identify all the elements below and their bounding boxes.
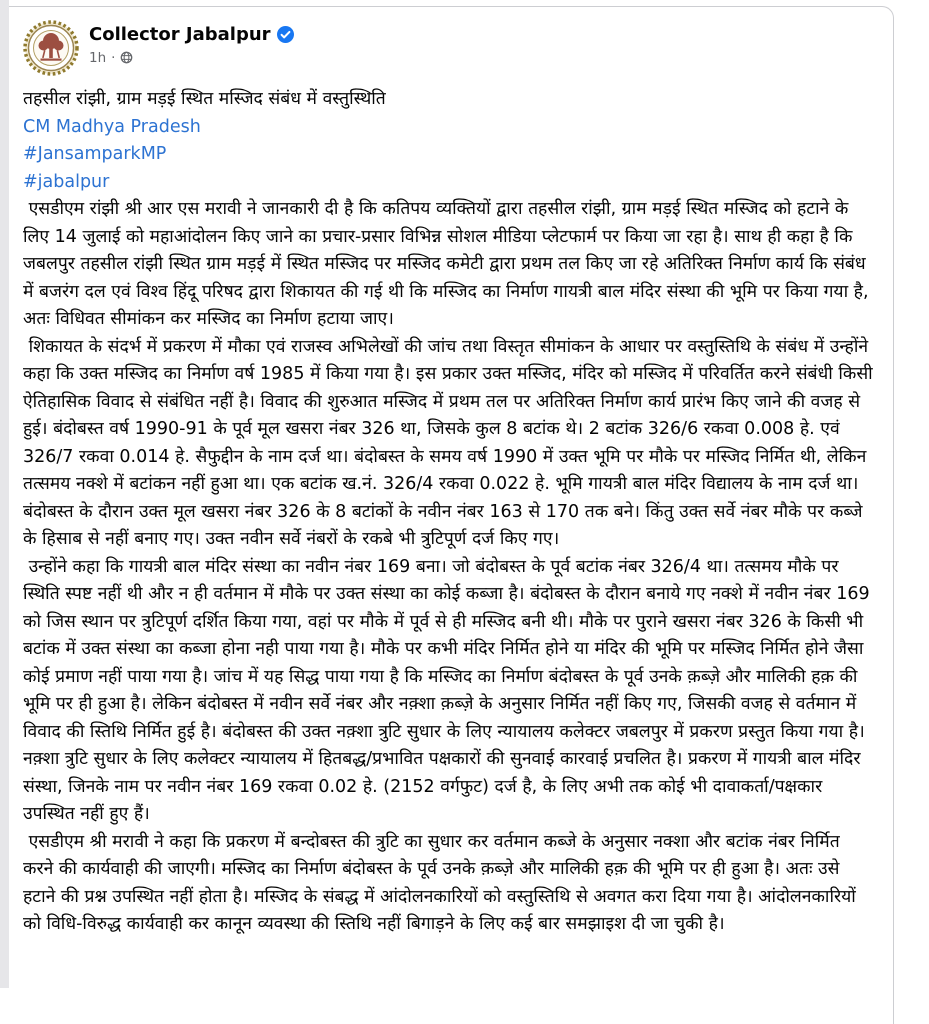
post-meta[interactable] — [89, 50, 294, 66]
hashtag-link-jansamparkmp[interactable]: #JansamparkMP — [23, 144, 167, 164]
page-left-gutter — [0, 0, 9, 988]
post-header-text — [89, 20, 294, 66]
post-paragraph: एसडीएम रांझी श्री आर एस मरावी ने जानकारी दी है कि कतिपय व्यक्तियों द्वारा तहसील रांझी, ग्राम मड़ई स्थित मस्जिद को हटाने के लिए 14 जुलाई को महाआंदोलन किए जाने का प्रचार-प्रसार विभिन्न सोशल मीडिया प्लेटफार्म पर किया जा रहा है। साथ ही कहा है कि जबलपुर तहसील रांझी स्थित ग्राम मड़ई में स्थित मस्जिद पर मस्जिद कमेटी द्वारा प्रथम तल किए जा रहे अतिरिक्त निर्माण कार्य कि संबंध में बजरंग दल एवं विश्व हिंदू परिषद द्वारा शिकायत की गई थी कि मस्जिद का निर्माण गायत्री बाल मंदिर संस्था की भूमि पर किया गया है, अतः विधिवत सीमांकन कर मस्जिद का निर्माण हटाया जाए। — [23, 199, 875, 329]
post-paragraph: उन्होंने कहा कि गायत्री बाल मंदिर संस्था का नवीन नंबर 169 बना। जो बंदोबस्त के पूर्व बटांक नंबर 326/4 था। तत्समय मौके पर स्थिति स्पष्ट नहीं थी और न ही वर्तमान में मौके पर उक्त संस्था का कोई कब्जा है। बंदोबस्त के दौरान बनाये गए नक्शे में नवीन नंबर 169 को जिस स्थान पर त्रुटिपूर्ण दर्शित किया गया, वहां पर मौके में पूर्व से ही मस्जिद बनी थी। मौके पर पुराने खसरा नंबर 326 के किसी भी बटांक में उक्त संस्था का कब्जा होना नही पाया गया है। मौके पर कभी मंदिर निर्मित होने या मंदिर की भूमि पर मस्जिद निर्मित होने जैसा कोई प्रमाण नहीं पाया गया है। जांच में यह सिद्ध पाया गया है कि मस्जिद का निर्माण बंदोबस्त के पूर्व उनके क़ब्ज़े और मालिकी हक़ की भूमि पर ही हुआ है। लेकिन बंदोबस्त में नवीन सर्वे नंबर और नक़्शा क़ब्ज़े के अनुसार निर्मित नहीं किए गए, जिसकी वजह से वर्तमान में विवाद की स्तिथि निर्मित हुई है। बंदोबस्त की उक्त नक़्शा त्रुटि सुधार के लिए न्यायालय कलेक्टर जबलपुर में प्रकरण प्रस्तुत किया गया है। नक़्शा त्रुटि सुधार के लिए कलेक्टर न्यायालय में हितबद्ध/प्रभावित पक्षकारों की सुनवाई कारवाई प्रचलित है। प्रकरण में गायत्री बाल मंदिर संस्था, जिनके नाम पर नवीन नंबर 169 रकवा 0.02 हे. (2152 वर्गफुट) दर्ज है, के लिए अभी तक कोई भी दावाकर्ता/पक्षकार उपस्थित नहीं हुए हैं। — [23, 556, 876, 824]
globe-icon — [120, 51, 133, 64]
avatar[interactable] — [23, 20, 79, 76]
post-card — [9, 6, 894, 1024]
post-header — [9, 7, 893, 78]
post-body — [9, 78, 893, 953]
timestamp[interactable]: 1h — [89, 49, 107, 66]
verified-badge-icon — [277, 26, 294, 43]
post-title-line: तहसील रांझी, ग्राम मड़ई स्थित मस्जिद संबंध में वस्तुस्थिति — [23, 89, 386, 109]
hashtag-link-jabalpur[interactable]: #jabalpur — [23, 171, 110, 192]
author-name[interactable]: Collector Jabalpur — [89, 24, 271, 45]
post-paragraph: शिकायत के संदर्भ में प्रकरण में मौका एवं राजस्व अभिलेखों की जांच तथा विस्तृत सीमांकन के आधार पर वस्तुस्तिथि के संबंध में उन्होंने कहा कि उक्त मस्जिद का निर्माण वर्ष 1985 में किया गया है। इस प्रकार उक्त मस्जिद, मंदिर को मस्जिद में परिवर्तित करने संबंधी किसी ऐतिहासिक विवाद से संबंधित नहीं है। विवाद की शुरुआत मस्जिद में प्रथम तल पर अतिरिक्त निर्माण कार्य प्रारंभ किए जाने की वजह से हुई। बंदोबस्त वर्ष 1990-91 के पूर्व मूल खसरा नंबर 326 था, जिसके कुल 8 बटांक थे। 2 बटांक 326/6 रकवा 0.008 हे. एवं 326/7 रकवा 0.014 हे. सैफुद्दीन के नाम दर्ज था। बंदोबस्त के समय वर्ष 1990 में उक्त भूमि पर मौके पर मस्जिद निर्मित थी, लेकिन तत्समय नक्शे में बटांकन नहीं हुआ था। एक बटांक ख.नं. 326/4 रकवा 0.022 हे. भूमि गायत्री बाल मंदिर विद्यालय के नाम दर्ज था। बंदोबस्त के दौरान उक्त मूल खसरा नंबर 326 के 8 बटांकों के नवीन नंबर 163 से 170 तक बने। किंतु उक्त सर्वे नंबर मौके पर कब्जे के हिसाब से नहीं बनाए गए। उक्त नवीन सर्वे नंबरों के रकबे भी त्रुटिपूर्ण दर्ज किए गए। — [23, 336, 879, 549]
post-paragraph: एसडीएम श्री मरावी ने कहा कि प्रकरण में बन्दोबस्त की त्रुटि का सुधार कर वर्तमान कब्जे के अनुसार नक्शा और बटांक नंबर निर्मित करने की कार्यवाही की जाएगी। मस्जिद का निर्माण बंदोबस्त के पूर्व उनके क़ब्ज़े और मालिकी हक़ की भूमि पर ही हुआ है। अतः उसे हटाने की प्रश्न उपस्थित नहीं होता है। मस्जिद के संबद्ध में आंदोलनकारियों को वस्तुस्तिथि से अवगत करा दिया गया है। आंदोलनकारियों को विधि-विरुद्ध कार्यवाही कर कानून व्यवस्था की स्तिथि नहीं बिगाड़ने के लिए कई बार समझाइश दी जा चुकी है। — [23, 831, 862, 934]
tagged-page-link[interactable]: CM Madhya Pradesh — [23, 116, 201, 137]
meta-separator: · — [111, 49, 116, 66]
